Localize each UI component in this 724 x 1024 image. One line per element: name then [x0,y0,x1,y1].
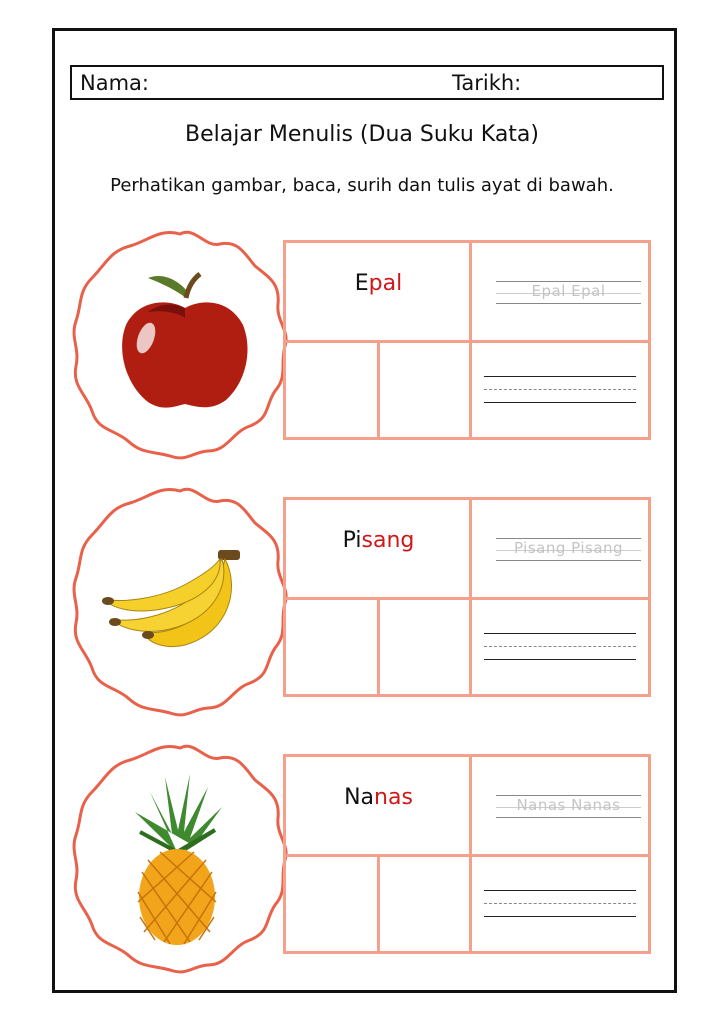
banana-icon [100,547,255,652]
writing-grid [283,497,651,697]
pineapple-icon [130,772,225,947]
trace-word: Pisang Pisang [496,536,641,564]
instruction-text: Perhatikan gambar, baca, surih dan tulis ayat di bawah. [110,175,614,196]
fruit-word: Epal [354,271,403,296]
apple-icon [118,270,253,415]
trace-word: Epal Epal [496,279,641,307]
trace-word: Nanas Nanas [496,793,641,821]
fruit-row-epal [0,240,724,470]
worksheet-title: Belajar Menulis (Dua Suku Kata) [185,122,539,147]
fruit-word: Pisang [342,528,415,553]
name-label: Nama: [80,71,149,95]
name-date-bar [70,65,664,100]
fruit-row-pisang [0,497,724,727]
fruit-word: Nanas [344,785,413,810]
fruit-row-nanas [0,754,724,984]
writing-grid [283,240,651,440]
writing-grid [283,754,651,954]
date-label: Tarikh: [452,71,522,95]
